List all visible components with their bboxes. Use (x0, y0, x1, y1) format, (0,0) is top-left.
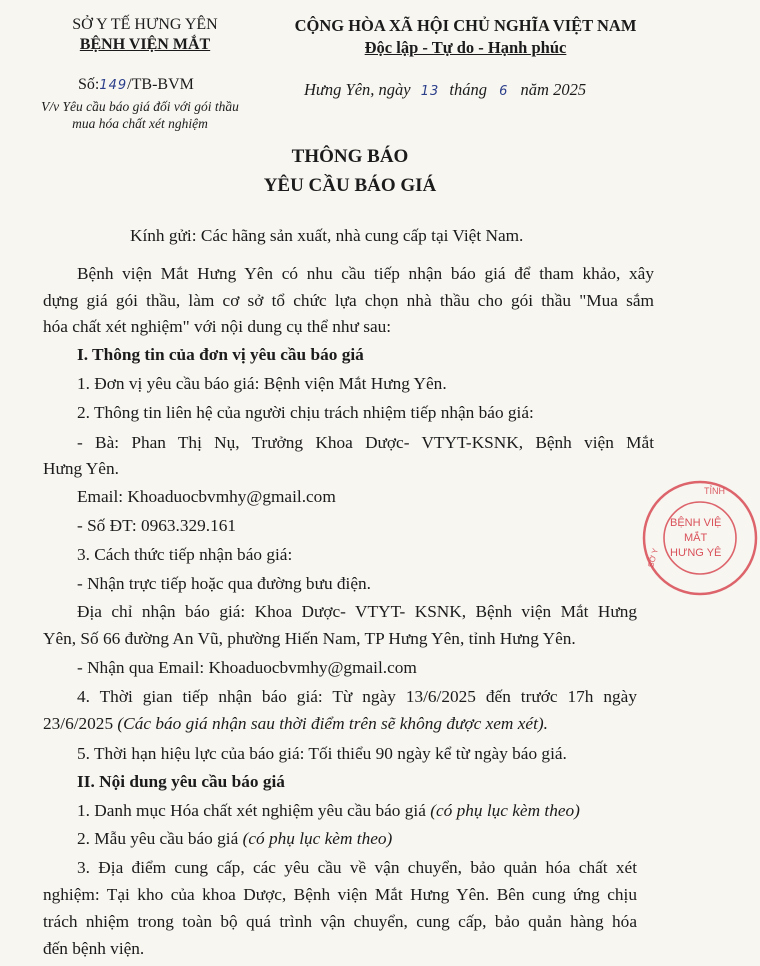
section-2-heading: II. Nội dung yêu cầu báo giá (77, 772, 285, 791)
item-2-3-line-3: trách nhiệm trong toàn bộ quá trình vận chuyển, cung cấp, bảo quản hàng hóa (43, 912, 637, 931)
item-2-3-line-2: nghiệm: Tại kho của khoa Dược, Bệnh viện Mắt Hưng Yên. Bên cung ứng chịu (43, 885, 637, 904)
item-2-1-note: (có phụ lục kèm theo) (430, 801, 580, 820)
item-2-2 (77, 828, 392, 850)
contact-person-line-2: Hưng Yên. (43, 459, 119, 478)
doc-title-line-1: THÔNG BÁO (291, 146, 409, 167)
hospital-name (40, 36, 250, 54)
hospital-name-text: BỆNH VIỆN MẮT (79, 36, 211, 53)
section-1-heading: I. Thông tin của đơn vị yêu cầu báo giá (77, 345, 364, 364)
document-number (78, 76, 194, 94)
seal-text-left: SỞ Y (646, 547, 661, 569)
intro-line-3: hóa chất xét nghiệm" với nội dung cụ thể như sau: (43, 317, 392, 336)
item-1-3-email: - Nhận qua Email: Khoaduocbvmhy@gmail.com (77, 658, 417, 677)
item-2-3-line-4: đến bệnh viện. (43, 939, 145, 958)
agency-name: SỞ Y TẾ HƯNG YÊN (72, 16, 218, 33)
item-1-1: 1. Đơn vị yêu cầu báo giá: Bệnh viện Mắt Hưng Yên. (77, 374, 447, 393)
date-year: năm 2025 (520, 80, 587, 99)
seal-text-mid-3: HƯNG YÊ (670, 547, 722, 559)
country-name: CỘNG HÒA XÃ HỘI CHỦ NGHĨA VIỆT NAM (294, 16, 637, 35)
item-1-3: 3. Cách thức tiếp nhận báo giá: (77, 545, 293, 564)
item-1-2: 2. Thông tin liên hệ của người chịu trách nhiệm tiếp nhận báo giá: (77, 403, 534, 422)
deadline-note: (Các báo giá nhận sau thời điểm trên sẽ không được xem xét). (117, 714, 548, 733)
subject-line-2: mua hóa chất xét nghiệm (72, 116, 208, 131)
seal-text-mid-1: BỆNH VIỆ (670, 517, 722, 529)
motto-text: Độc lập - Tự do - Hạnh phúc (364, 38, 567, 57)
contact-person-line-1: - Bà: Phan Thị Nụ, Trưởng Khoa Dược- VTYT-KSNK, Bệnh viện Mắt (77, 433, 654, 452)
intro-line-2: dựng giá gói thầu, làm cơ sở tổ chức lựa chọn nhà thầu cho gói thầu "Mua sắm (43, 291, 654, 310)
contact-email: Email: Khoaduocbvmhy@gmail.com (77, 487, 336, 506)
date-day: 13 (420, 84, 440, 99)
item-1-4-line-2 (43, 713, 548, 735)
item-2-3-line-1: 3. Địa điểm cung cấp, các yêu cầu về vận chuyển, bảo quản hóa chất xét (77, 858, 637, 877)
item-1-4-line-1: 4. Thời gian tiếp nhận báo giá: Từ ngày 13/6/2025 đến trước 17h ngày (77, 687, 637, 706)
doc-title-line-2: YÊU CẦU BÁO GIÁ (263, 175, 437, 196)
date-line (304, 80, 586, 100)
address-line-1: Địa chỉ nhận báo giá: Khoa Dược- VTYT- KSNK, Bệnh viện Mắt Hưng (77, 602, 637, 621)
official-seal (640, 478, 760, 598)
item-2-1 (77, 800, 580, 822)
date-place: Hưng Yên, ngày (304, 80, 411, 99)
date-month-word: tháng (449, 80, 488, 99)
contact-phone: - Số ĐT: 0963.329.161 (77, 516, 236, 535)
item-2-2-note: (có phụ lục kèm theo) (242, 829, 393, 848)
motto (278, 38, 653, 58)
number-handwritten: 149 (99, 78, 128, 93)
intro-line-1: Bệnh viện Mắt Hưng Yên có nhu cầu tiếp nhận báo giá để tham khảo, xây (77, 264, 654, 283)
item-2-1-text: 1. Danh mục Hóa chất xét nghiệm yêu cầu báo giá (77, 801, 426, 820)
number-suffix: /TB-BVM (127, 76, 194, 93)
seal-text-mid-2: MẮT (684, 532, 708, 544)
recipient-line: Kính gửi: Các hãng sản xuất, nhà cung cấp tại Việt Nam. (130, 226, 524, 245)
seal-text-top: TỈNH (704, 486, 725, 496)
item-1-3-direct: - Nhận trực tiếp hoặc qua đường bưu điện. (77, 574, 371, 593)
date-month: 6 (499, 84, 509, 99)
subject-line-1: V/v Yêu cầu báo giá đối với gói thầu (41, 99, 239, 114)
item-1-5: 5. Thời hạn hiệu lực của báo giá: Tối thiểu 90 ngày kể từ ngày báo giá. (77, 744, 567, 763)
address-line-2: Yên, Số 66 đường An Vũ, phường Hiến Nam, TP Hưng Yên, tỉnh Hưng Yên. (43, 629, 576, 648)
deadline-date: 23/6/2025 (43, 714, 114, 733)
number-prefix: Số: (78, 76, 100, 93)
item-2-2-text: 2. Mẫu yêu cầu báo giá (77, 829, 239, 848)
